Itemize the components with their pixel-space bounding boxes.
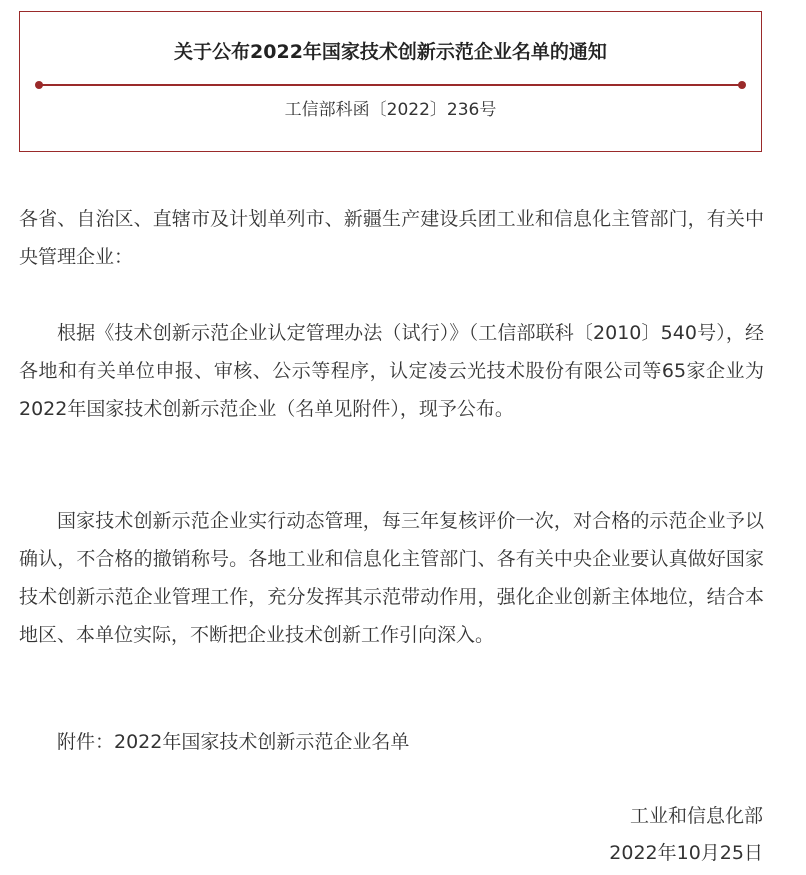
notice-header-box [19,11,762,152]
issue-date: 2022年10月25日 [609,842,763,864]
divider-dot-left [35,81,43,89]
attachment-line: 附件：2022年国家技术创新示范企业名单 [57,731,410,753]
salutation: 各省、自治区、直辖市及计划单列市、新疆生产建设兵团工业和信息化主管部门，有关中央管理企业： [19,208,764,268]
paragraph-1: 根据《技术创新示范企业认定管理办法（试行）》（工信部联科〔2010〕540号），经各地和有关单位申报、审核、公示等程序，认定凌云光技术股份有限公司等65家企业为2022年国家技术创新示范企业（名单见附件），现予公布。 [19,322,764,420]
paragraph-2: 国家技术创新示范企业实行动态管理，每三年复核评价一次，对合格的示范企业予以确认，不合格的撤销称号。各地工业和信息化主管部门、各有关中央企业要认真做好国家技术创新示范企业管理工作，充分发挥其示范带动作用，强化企业创新主体地位，结合本地区、本单位实际，不断把企业技术创新工作引向深入。 [19,510,764,646]
notice-title: 关于公布2022年国家技术创新示范企业名单的通知 [174,41,607,63]
divider-dot-right [738,81,746,89]
header-divider [37,84,744,86]
document-number: 工信部科函〔2022〕236号 [284,100,497,120]
issuer-name: 工业和信息化部 [629,805,763,827]
